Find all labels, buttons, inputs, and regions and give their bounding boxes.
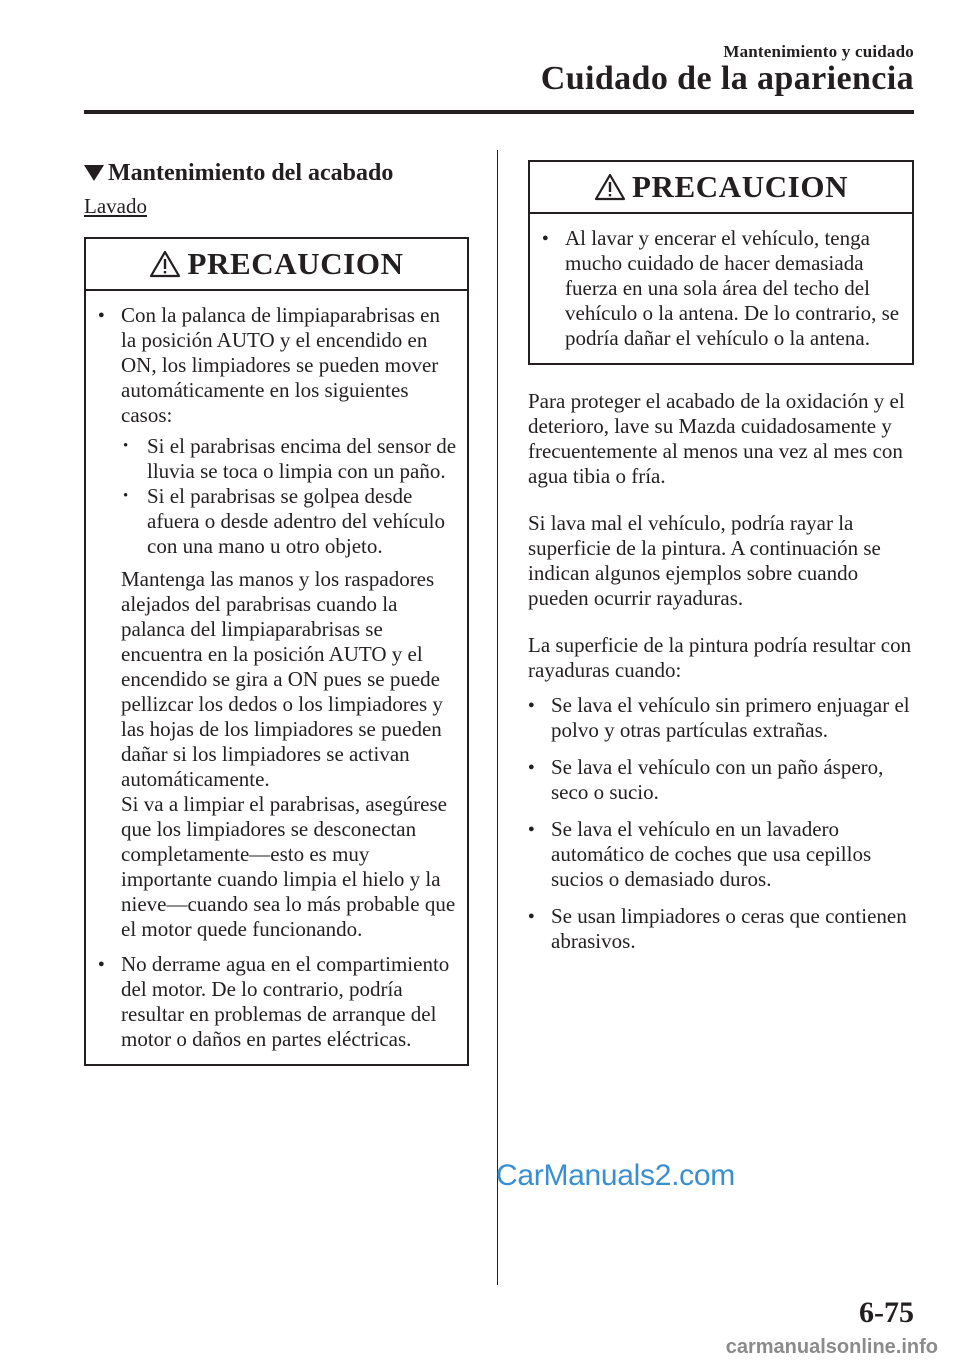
header-rule (84, 110, 914, 114)
body-paragraph: Si lava mal el vehículo, podría rayar la superficie de la pintura. A continuación se indican algunos ejemplos sobre cuando pueden ocurrir rayaduras. (528, 511, 881, 610)
caution-heading-text: PRECAUCION (187, 246, 404, 281)
caution-item: ● No derrame agua en el compartimiento del motor. De lo contrario, podría resultar en problemas de arranque del motor o daños en partes eléctricas. (98, 952, 459, 1052)
section-title (84, 152, 469, 194)
caution-item-text: Con la palanca de limpiaparabrisas en la posición AUTO y el encendido en ON, los limpiadores se pueden mover automáticamente en los siguientes casos: (121, 303, 440, 427)
caution-header (86, 239, 467, 291)
caution-body (86, 291, 467, 1064)
caution-body (530, 214, 912, 363)
caution-paragraph: Si va a limpiar el parabrisas, asegúrese que los limpiadores se desconectan completamente―esto es muy importante cuando limpia el hielo y la nieve―cuando sea lo más probable que el motor quede funcionando. (121, 792, 456, 941)
caution-subitem: • Si el parabrisas encima del sensor de lluvia se toca o limpia con un paño. (121, 434, 459, 484)
section-triangle-icon (84, 165, 104, 181)
caution-subitem: • Si el parabrisas se golpea desde afuera o desde adentro del vehículo con una mano u otro objeto. (121, 484, 459, 559)
right-column (528, 160, 914, 966)
body-paragraph: La superficie de la pintura podría resultar con rayaduras cuando: (528, 633, 912, 682)
list-item: ● Se usan limpiadores o ceras que contienen abrasivos. (528, 904, 914, 954)
caution-box-left (84, 237, 469, 1066)
watermark-logo: CarManuals2.com (496, 1159, 735, 1192)
footer-url: carmanualsonline.info (725, 1336, 938, 1358)
list-item: ● Se lava el vehículo sin primero enjuagar el polvo y otras partículas extrañas. (528, 693, 914, 743)
subheading-lavado: Lavado (84, 194, 147, 218)
list-item: ● Se lava el vehículo en un lavadero automático de coches que usa cepillos sucios o demasiado duros. (528, 817, 914, 892)
header-title: Cuidado de la apariencia (540, 60, 914, 97)
body-paragraph: Para proteger el acabado de la oxidación y el deterioro, lave su Mazda cuidadosamente y frecuentemente al menos una vez al mes con agua tibia o fría. (528, 389, 905, 488)
list-item: ● Se lava el vehículo con un paño áspero, seco o sucio. (528, 755, 914, 805)
page-number: 6-75 (859, 1296, 914, 1329)
section-title-text: Mantenimiento del acabado (108, 160, 394, 186)
column-divider (497, 150, 498, 1285)
caution-box-right (528, 160, 914, 365)
caution-paragraph: Mantenga las manos y los raspadores alejados del parabrisas cuando la palanca del limpiaparabrisas se encuentra en la posición AUTO y el encendido se gira a ON pues se puede pellizcar los dedos o los limpiadores y las hojas de los limpiadores se pueden dañar si los limpiadores se activan automáticamente. (121, 567, 443, 791)
header-chapter: Mantenimiento y cuidado (723, 42, 914, 61)
caution-heading-text: PRECAUCION (631, 169, 849, 204)
left-column (84, 152, 469, 1066)
caution-item: ● Al lavar y encerar el vehículo, tenga mucho cuidado de hacer demasiada fuerza en una sola área del techo del vehículo o la antena. De lo contrario, se podría dañar el vehículo o la antena. (542, 226, 904, 351)
scratch-causes-list (528, 693, 914, 954)
caution-item (98, 303, 459, 942)
warning-triangle-icon (149, 250, 181, 278)
caution-header (530, 162, 912, 214)
warning-triangle-icon (594, 173, 626, 201)
